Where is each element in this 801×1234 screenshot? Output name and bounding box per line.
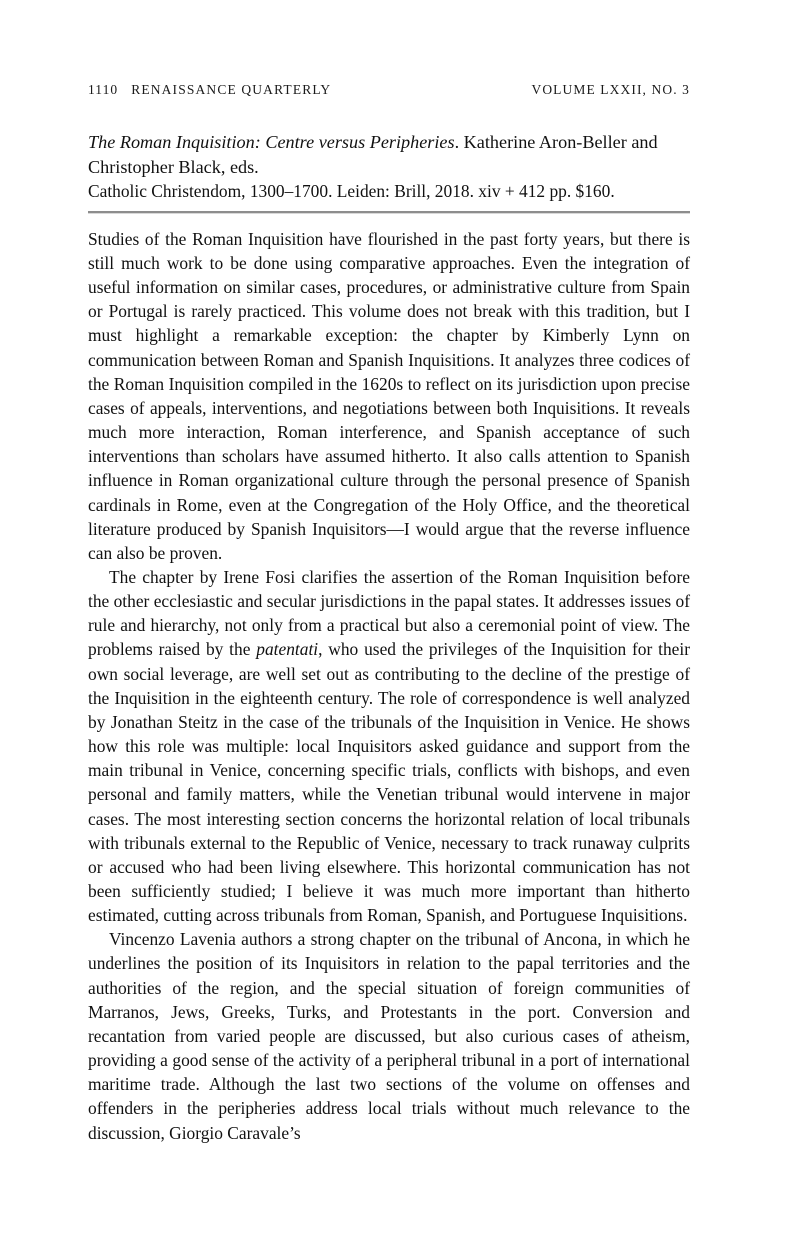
- body-paragraph-1: Studies of the Roman Inquisition have flourished in the past forty years, but there is still much work to be done using comparative approaches. Even the integration of useful information on similar cases, procedures, or administrative culture from Spain or Portugal is rarely practiced. This volume does not break with this tradition, but I must highlight a remarkable exception: the chapter by Kimberly Lynn on communication between Roman and Spanish Inquisitions. It analyzes three codices of the Roman Inquisition compiled in the 1620s to reflect on its jurisdiction upon precise cases of appeals, interventions, and negotiations between both Inquisitions. It reveals much more interaction, Roman interference, and Spanish acceptance of such interventions than scholars have assumed hitherto. It also calls attention to Spanish influence in Roman organizational culture through the personal presence of Spanish cardinals in Rome, even at the Congregation of the Holy Office, and the theoretical literature produced by Spanish Inquisitors—I would argue that the reverse influence can also be proven.: [88, 228, 690, 563]
- page-content: [88, 82, 690, 1145]
- book-editors: . Katherine Aron-Beller and Christopher Black, eds.: [88, 132, 658, 177]
- citation-title-line: [88, 130, 690, 179]
- volume-issue: VOLUME LXXII, NO. 3: [531, 82, 690, 97]
- book-citation: [88, 130, 690, 204]
- citation-imprint-line: Catholic Christendom, 1300–1700. Leiden: Brill, 2018. xiv + 412 pp. $160.: [88, 181, 615, 202]
- running-head: [88, 82, 690, 102]
- paragraph-2-segment-2: , who used the privileges of the Inquisition for their own social leverage, are well set out as contributing to the decline of the prestige of the Inquisition in the eighteenth century. The role of correspondence is well analyzed by Jonathan Steitz in the case of the tribunals of the Inquisition in Venice. He shows how this role was multiple: local Inquisitors asked guidance and support from the main tribunal in Venice, concerning specific trials, conflicts with bishops, and even personal and family matters, while the Venetian tribunal would intervene in major cases. The most interesting section concerns the horizontal relation of local tribunals with tribunals external to the Republic of Venice, necessary to track runaway culprits or accused who had been living elsewhere. This horizontal communication has not been sufficiently studied; I believe it was much more important than hitherto estimated, cutting across tribunals from Roman, Spanish, and Portuguese Inquisitions.: [88, 639, 690, 926]
- journal-title: RENAISSANCE QUARTERLY: [131, 82, 332, 97]
- term-patentati: patentati: [256, 639, 319, 660]
- running-head-left: [88, 82, 331, 98]
- page-number: 1110: [88, 82, 119, 97]
- body-paragraph-3: Vincenzo Lavenia authors a strong chapter on the tribunal of Ancona, in which he underlines the position of its Inquisitors in relation to the papal territories and the authorities of the region, and the special situation of foreign communities of Marranos, Jews, Greeks, Turks, and Protestants in the port. Conversion and recantation from varied people are discussed, but also curious cases of atheism, providing a good sense of the activity of a peripheral tribunal in a port of international maritime trade. Although the last two sections of the volume on offenses and offenders in the peripheries address local trials without much relevance to the discussion, Giorgio Caravale’s: [88, 929, 690, 1143]
- paragraph-2-segment-1: The chapter by Irene Fosi clarifies the assertion of the Roman Inquisition before the other ecclesiastic and secular jurisdictions in the papal states. It addresses issues of rule and hierarchy, not only from a practical but also a ceremonial point of view. The problems raised by the: [88, 566, 690, 660]
- review-body: [88, 227, 690, 1145]
- body-paragraph-2: [88, 565, 690, 927]
- book-title: The Roman Inquisition: Centre versus Peripheries: [88, 132, 455, 152]
- header-divider-rule: [88, 211, 690, 214]
